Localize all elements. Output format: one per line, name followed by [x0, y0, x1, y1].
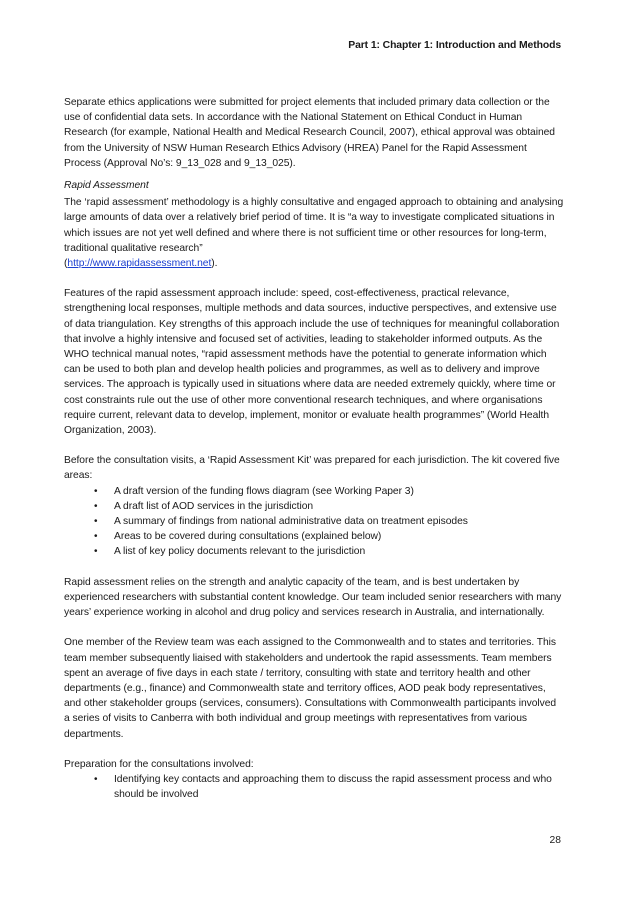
features-paragraph: Features of the rapid assessment approach include: speed, cost-effectiveness, practical relevance, strengthening local responses, multiple methods and data sources, inductive perspectives, and extensive use of data triangulation. Key strengths of this approach include the use of techniques for meaningful collaboration that involve a highly intensive and focused set of activities, leading to stakeholder informed outputs. As the WHO technical manual notes, “rapid assessment methods have the potential to generate information which can be used to both plan and develop health policies and programmes, as well as to delivery and improve services. The approach is typically used in situations where data are needed extremely quickly, where time or cost constraints rule out the use of other more conventional research techniques, and where organisations require current, relevant data to develop, implement, monitor or evaluate health programmes” (World Health Organization, 2003). [64, 288, 560, 437]
kit-intro-paragraph: Before the consultation visits, a ‘Rapid Assessment Kit’ was prepared for each jurisdiction. The kit covered five areas: [64, 455, 560, 482]
bullet-icon: • [94, 500, 98, 512]
list-item [64, 529, 564, 544]
list-item [64, 772, 564, 802]
bullet-icon: • [94, 516, 98, 528]
rapid-assessment-heading: Rapid Assessment [64, 180, 149, 192]
preparation-paragraph: Preparation for the consultations involved: [64, 758, 254, 770]
bullet-icon: • [94, 546, 98, 558]
bullet-icon: • [94, 485, 98, 497]
list-item [64, 544, 564, 559]
list-item-text: A summary of findings from national administrative data on treatment episodes [114, 516, 468, 528]
list-item-text: A draft list of AOD services in the jurisdiction [114, 500, 314, 512]
strength-paragraph: Rapid assessment relies on the strength and analytic capacity of the team, and is best undertaken by experienced researchers with substantial content knowledge. Our team included senior researchers with many years’ experience working in alcohol and drug policy and services research in Australia, and internationally. [64, 576, 562, 619]
list-item-text: Identifying key contacts and approaching them to discuss the rapid assessment process and who should be involved [114, 773, 552, 801]
body-text [64, 95, 564, 802]
rapid-assessment-link[interactable]: http://www.rapidassessment.net [67, 258, 212, 270]
bullet-icon: • [94, 773, 98, 785]
rapid-assessment-intro-paragraph [64, 195, 564, 271]
list-item [64, 499, 564, 514]
link-open-paren: ( [64, 258, 68, 270]
list-item [64, 514, 564, 529]
link-close-paren: ). [211, 258, 218, 270]
page-number: 28 [549, 835, 561, 846]
running-header: Part 1: Chapter 1: Introduction and Methods [348, 40, 561, 51]
team-paragraph: One member of the Review team was each assigned to the Commonwealth and to states and territories. This team member subsequently liaised with stakeholders and undertook the rapid assessments. Team members spent an average of five days in each state / territory, consulting with state and territory health and other departments (e.g., finance) and Commonwealth state and territory offices, AOD peak body representatives, and other stakeholder groups (services, consumers). Consultations with Commonwealth participants involved a series of visits to Canberra with both individual and group meetings with representatives from various departments. [64, 637, 557, 740]
rapid-assessment-intro-text: The ‘rapid assessment’ methodology is a highly consultative and engaged approach to obtaining and analysing large amounts of data over a relatively brief period of time. It is “a way to investigate complicated situations in which issues are not yet well defined and where there is not sufficient time or other resources for long-term, traditional qualitative research” [64, 197, 564, 254]
list-item-text: A draft version of the funding flows diagram (see Working Paper 3) [114, 485, 414, 497]
ethics-paragraph: Separate ethics applications were submitted for project elements that included primary data collection or the use of confidential data sets. In accordance with the National Statement on Ethical Conduct in Human Research (for example, National Health and Medical Research Council, 2007), ethical approval was obtained from the University of NSW Human Research Ethics Advisory (HREA) Panel for the Rapid Assessment Process (Approval No’s: 9_13_028 and 9_13_025). [64, 97, 555, 169]
list-item [64, 484, 564, 499]
preparation-list [64, 772, 564, 802]
list-item-text: Areas to be covered during consultations (explained below) [114, 531, 382, 543]
kit-list [64, 484, 564, 560]
list-item-text: A list of key policy documents relevant to the jurisdiction [114, 546, 366, 558]
bullet-icon: • [94, 531, 98, 543]
